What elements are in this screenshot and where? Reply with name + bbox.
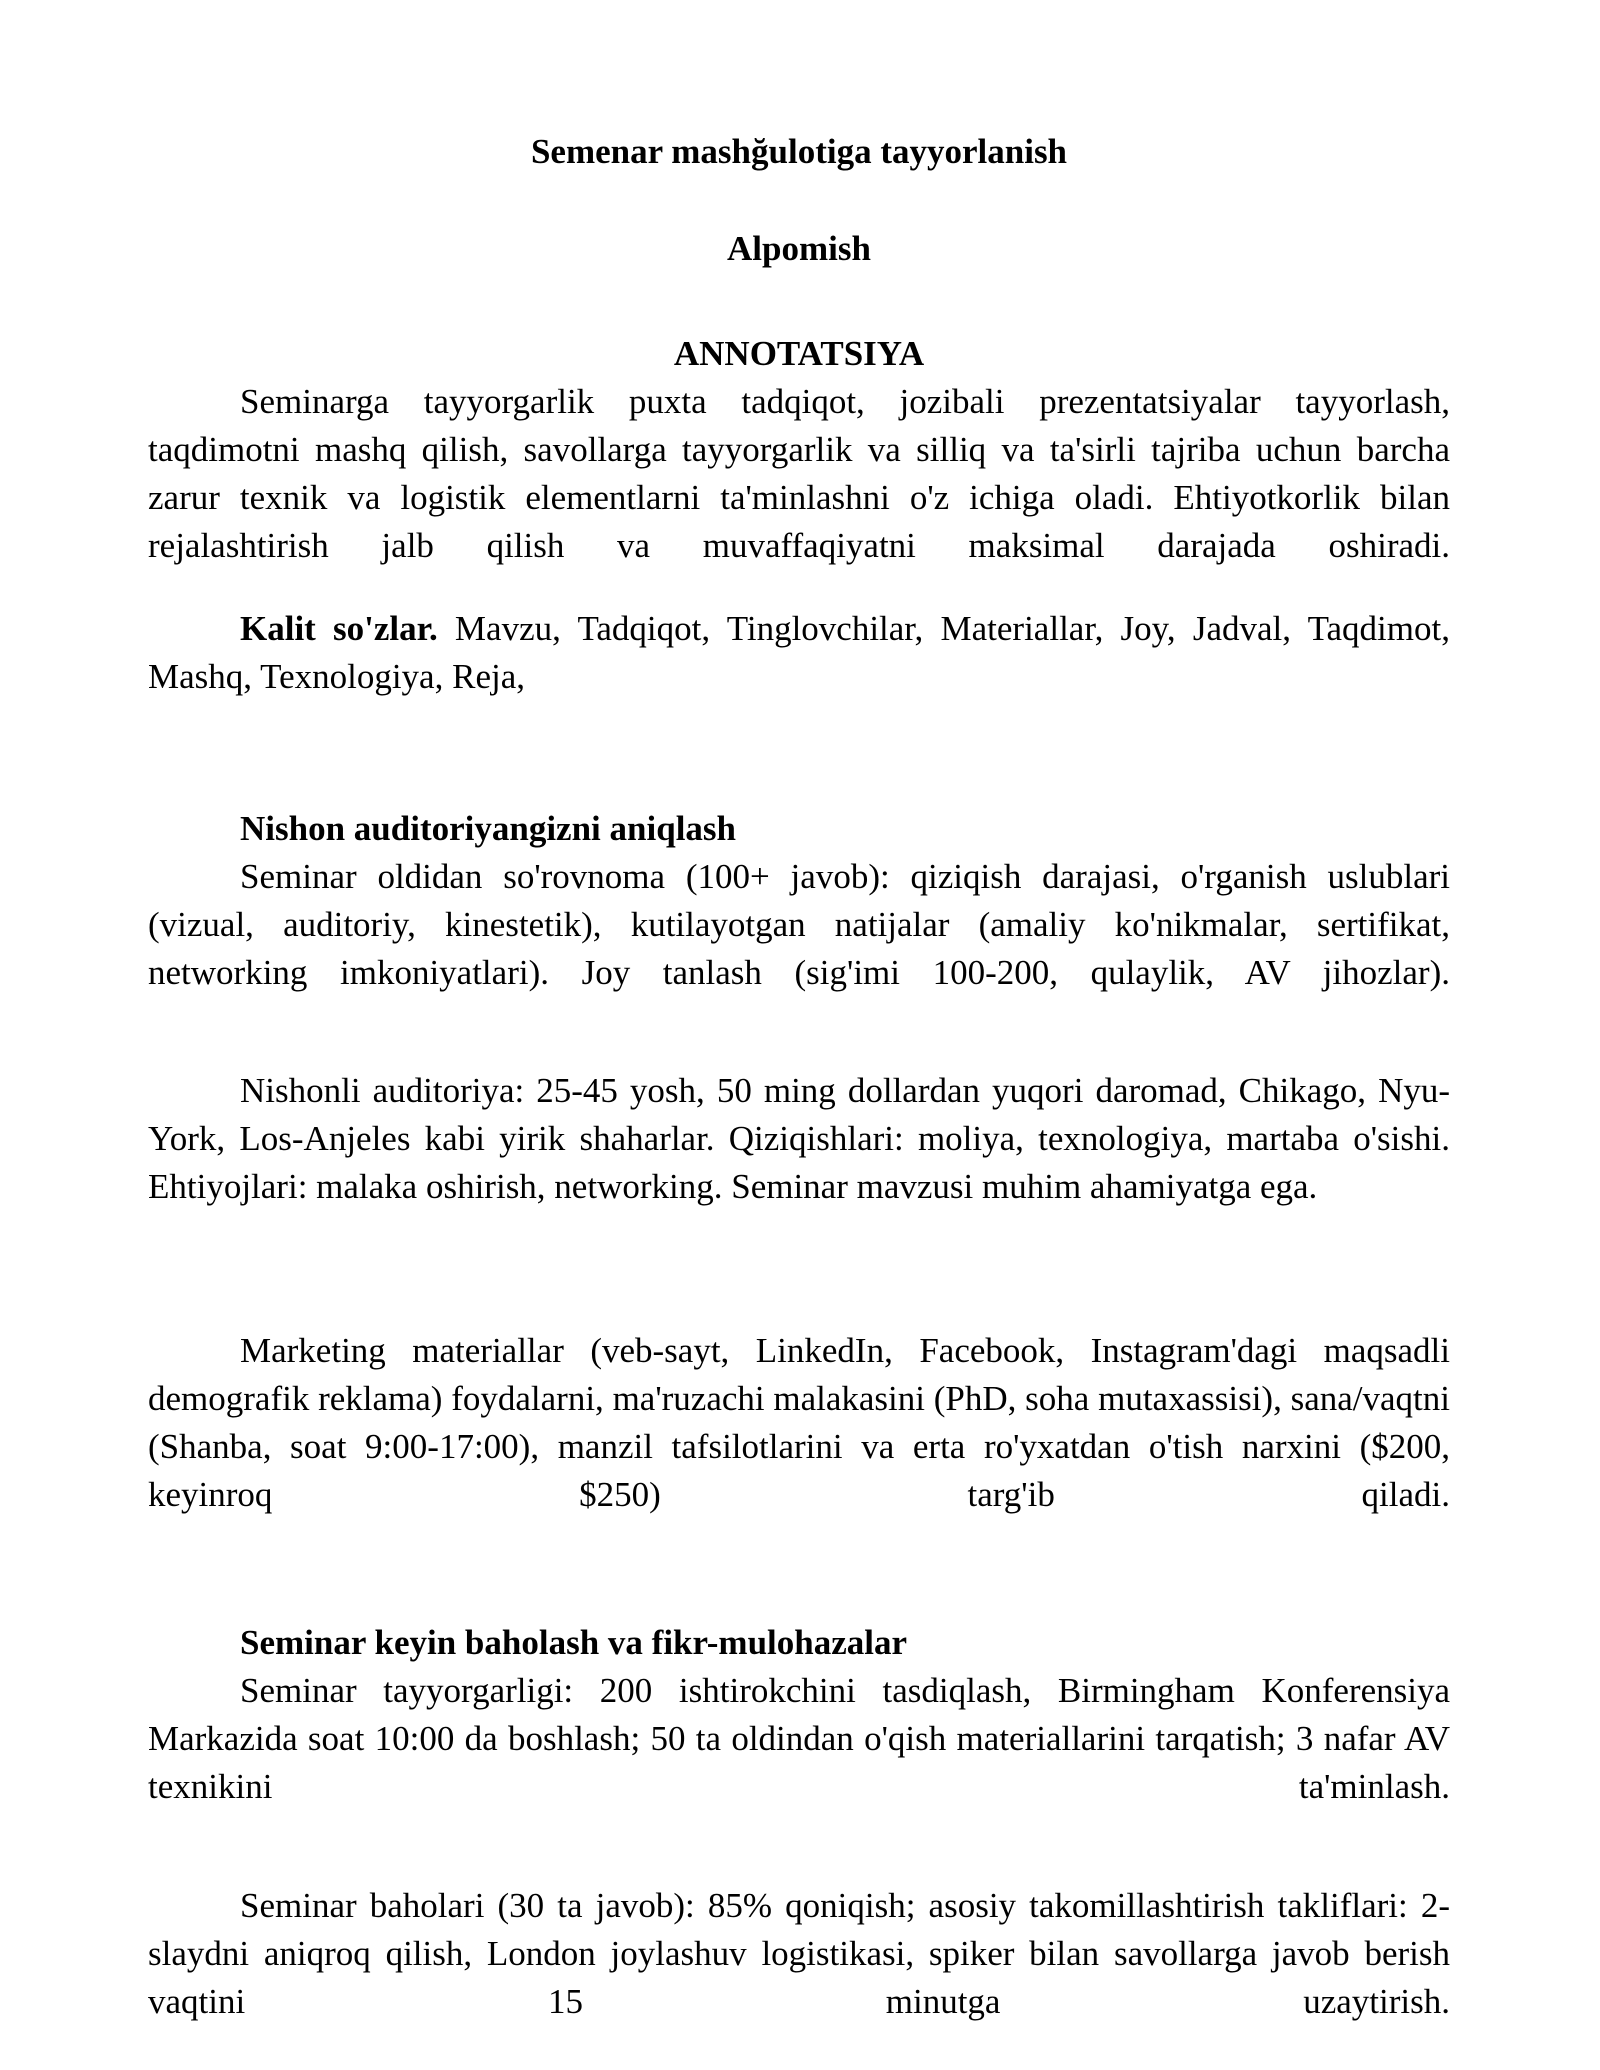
document-author: Alpomish: [727, 229, 871, 268]
annotation-heading: ANNOTATSIYA: [673, 334, 925, 373]
section2-heading: Seminar keyin baholash va fikr-mulohazalar: [240, 1623, 908, 1662]
section1-paragraph-1: Seminar oldidan so'rovnoma (100+ javob): qiziqish darajasi, o'rganish uslublari (vizual, auditoriy, kinestetik), kutilayotgan natijalar (amaliy ko'nikmalar, sertifikat, networking imkoniyatlari). Joy tanlash (sig'imi 100-200, qulaylik, AV jihozlar).: [148, 857, 1450, 992]
section2-paragraph-1: Seminar tayyorgarligi: 200 ishtirokchini tasdiqlash, Birmingham Konferensiya Markazida soat 10:00 da boshlash; 50 ta oldindan o'qish materiallarini tarqatish; 3 nafar AV texnikini ta'minlash.: [148, 1671, 1450, 1806]
section1-paragraph-3: Marketing materiallar (veb-sayt, LinkedIn, Facebook, Instagram'dagi maqsadli demografik reklama) foydalarni, ma'ruzachi malakasini (PhD, soha mutaxassisi), sana/vaqtni (Shanba, soat 9:00-17:00), manzil tafsilotlarini va erta ro'yxatdan o'tish narxini ($200, keyinroq $250) targ'ib qiladi.: [148, 1331, 1450, 1514]
keywords-label: Kalit so'zlar.: [240, 609, 438, 648]
section1-paragraph-2: Nishonli auditoriya: 25-45 yosh, 50 ming dollardan yuqori daromad, Chikago, Nyu-York, Los-Anjeles kabi yirik shaharlar. Qiziqishlari: moliya, texnologiya, martaba o'sishi. Ehtiyojlari: malaka oshirish, networking. Seminar mavzusi muhim ahamiyatga ega.: [148, 1071, 1450, 1206]
document-page: [148, 0, 1450, 2070]
document-title: Semenar mashğulotiga tayyorlanish: [530, 132, 1068, 171]
keywords-paragraph: [148, 605, 1450, 701]
keywords-text: Mavzu, Tadqiqot, Tinglovchilar, Materiallar, Joy, Jadval, Taqdimot, Mashq, Texnologiya, Reja,: [148, 609, 1450, 696]
section1-heading: Nishon auditoriyangizni aniqlash: [240, 809, 736, 848]
annotation-paragraph: Seminarga tayyorgarlik puxta tadqiqot, jozibali prezentatsiyalar tayyorlash, taqdimotni mashq qilish, savollarga tayyorgarlik va silliq va ta'sirli tajriba uchun barcha zarur texnik va logistik elementlarni ta'minlashni o'z ichiga oladi. Ehtiyotkorlik bilan rejalashtirish jalb qilish va muvaffaqiyatni maksimal darajada oshiradi.: [148, 382, 1450, 565]
section2-paragraph-2: Seminar baholari (30 ta javob): 85% qoniqish; asosiy takomillashtirish takliflari: 2-slaydni aniqroq qilish, London joylashuv logistikasi, spiker bilan savollarga javob berish vaqtini 15 minutga uzaytirish.: [148, 1886, 1450, 2021]
